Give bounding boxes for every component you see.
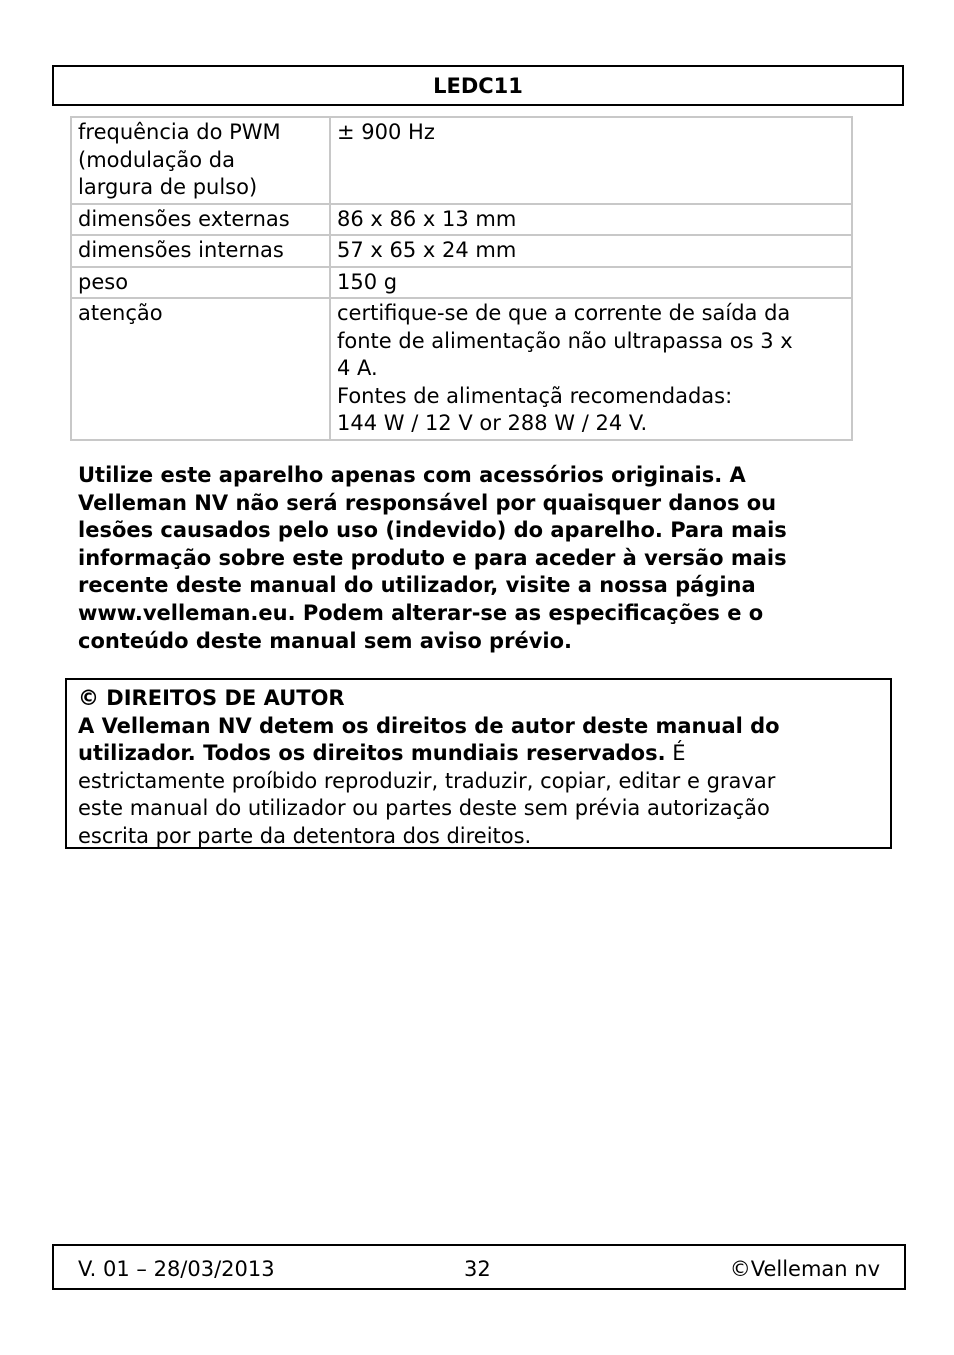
spec-value-line: certifique-se de que a corrente de saída da (337, 301, 791, 325)
notice-line: conteúdo deste manual sem aviso prévio. (78, 628, 572, 653)
spec-value (330, 117, 852, 204)
spec-row (71, 117, 852, 204)
footer-page-number: 32 (464, 1257, 491, 1281)
spec-key-line: (modulação da (78, 147, 235, 172)
spec-value (330, 267, 852, 299)
notice-line: www.velleman.eu. Podem alterar-se as especificações e o (78, 600, 764, 625)
spec-value (330, 298, 852, 440)
copyright-inline-text: É (665, 741, 686, 766)
spec-key (71, 298, 330, 440)
copyright-bold-line-2: utilizador. Todos os direitos mundiais reservados. (78, 741, 666, 766)
spec-key (71, 267, 330, 299)
copyright-heading: © DIREITOS DE AUTOR (78, 686, 345, 710)
copyright-body-line: este manual do utilizador ou partes deste sem prévia autorização (78, 796, 770, 821)
specifications-table (70, 116, 853, 441)
notice-line: informação sobre este produto e para aceder à versão mais (78, 545, 787, 570)
spec-value-line: 57 x 65 x 24 mm (337, 238, 517, 262)
spec-value-line: 4 A. (337, 356, 378, 380)
spec-key (71, 235, 330, 267)
spec-value (330, 204, 852, 236)
footer-version: V. 01 – 28/03/2013 (78, 1257, 275, 1281)
spec-key-line: dimensões internas (78, 238, 284, 262)
document-footer (52, 1244, 906, 1290)
spec-value-line: ± 900 Hz (337, 120, 435, 144)
spec-value-line: 144 W / 12 V or 288 W / 24 V. (337, 411, 648, 435)
spec-key-line: atenção (78, 301, 163, 325)
copyright-body (78, 768, 890, 851)
spec-value-line: 86 x 86 x 13 mm (337, 206, 517, 231)
spec-row (71, 204, 852, 236)
spec-key-line: peso (78, 269, 129, 294)
notice-line: Velleman NV não será responsável por quaisquer danos ou (78, 490, 777, 515)
copyright-body-line: estrictamente proíbido reproduzir, traduzir, copiar, editar e gravar (78, 768, 776, 793)
header-title: LEDC11 (433, 73, 523, 98)
spec-key-line: dimensões externas (78, 206, 290, 231)
spec-row (71, 267, 852, 299)
usage-notice (78, 462, 868, 655)
copyright-box (65, 678, 892, 849)
notice-line: lesões causados pelo uso (indevido) do aparelho. Para mais (78, 518, 787, 543)
notice-line: recente deste manual do utilizador, visite a nossa página (78, 573, 756, 598)
spec-key (71, 204, 330, 236)
document-header (52, 65, 904, 106)
spec-key-line: frequência do PWM (78, 120, 281, 144)
spec-key-line: largura de pulso) (78, 175, 258, 199)
spec-row (71, 298, 852, 440)
copyright-bold-line-1: A Velleman NV detem os direitos de autor deste manual do (78, 713, 780, 738)
copyright-body-line: escrita por parte da detentora dos direitos. (78, 823, 532, 848)
spec-value-line: 150 g (337, 269, 398, 294)
spec-row (71, 235, 852, 267)
spec-value-line: fonte de alimentação não ultrapassa os 3 x (337, 328, 793, 353)
notice-line: Utilize este aparelho apenas com acessórios originais. A (78, 463, 746, 487)
spec-value (330, 235, 852, 267)
spec-value-line: Fontes de alimentaçã recomendadas: (337, 383, 733, 408)
footer-company: ©Velleman nv (729, 1257, 880, 1281)
spec-key (71, 117, 330, 204)
